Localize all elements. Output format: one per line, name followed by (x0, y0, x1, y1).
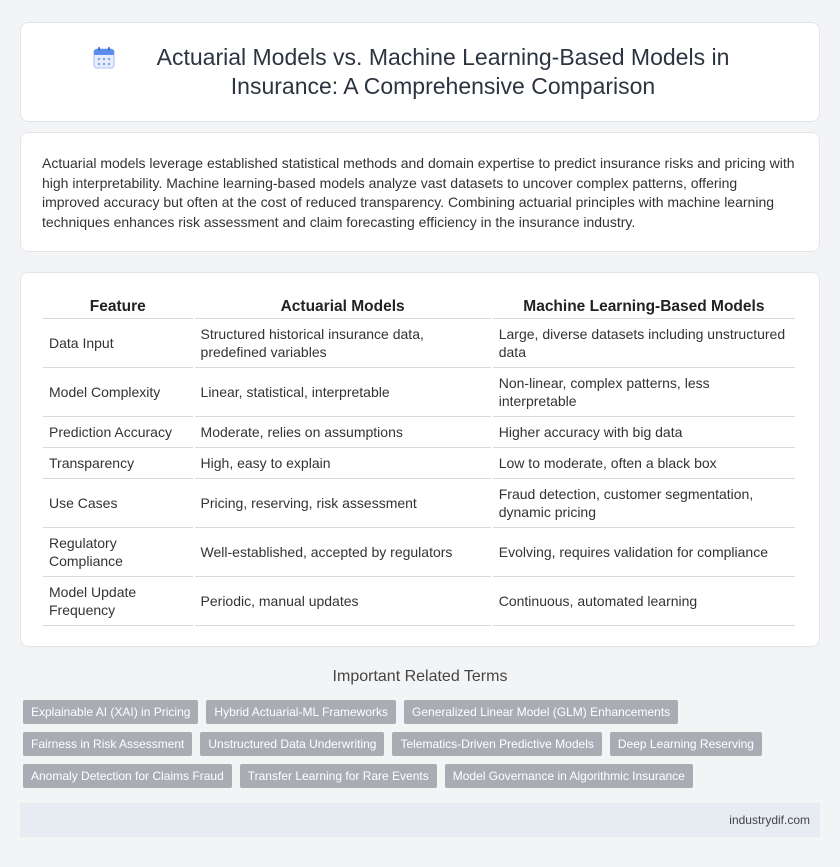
related-terms-title: Important Related Terms (332, 668, 508, 685)
row-actuarial: Pricing, reserving, risk assessment (195, 479, 491, 528)
row-actuarial: Linear, statistical, interpretable (195, 368, 491, 417)
calendar-icon (92, 46, 116, 70)
tag-row (23, 700, 823, 724)
table-row (43, 319, 795, 368)
row-feature: Prediction Accuracy (43, 417, 193, 448)
tag-row (23, 764, 823, 788)
row-feature: Model Update Frequency (43, 577, 193, 626)
table-row (43, 448, 795, 479)
comparison-card (20, 272, 820, 647)
header-feature: Feature (43, 295, 193, 319)
table-row (43, 577, 795, 626)
related-tag[interactable]: Transfer Learning for Rare Events (240, 764, 437, 788)
row-feature: Model Complexity (43, 368, 193, 417)
table-header-row (43, 295, 795, 319)
related-tag[interactable]: Generalized Linear Model (GLM) Enhancements (404, 700, 678, 724)
related-tag[interactable]: Explainable AI (XAI) in Pricing (23, 700, 198, 724)
related-tag[interactable]: Telematics-Driven Predictive Models (392, 732, 601, 756)
related-tag[interactable]: Fairness in Risk Assessment (23, 732, 192, 756)
table-row (43, 417, 795, 448)
row-actuarial: Periodic, manual updates (195, 577, 491, 626)
related-tag[interactable]: Unstructured Data Underwriting (200, 732, 384, 756)
row-feature: Data Input (43, 319, 193, 368)
summary-text: Actuarial models leverage established statistical methods and domain expertise to predict insurance risks and pricing with high interpretability. Machine learning-based models analyze vast datasets to uncover complex patterns, offering improved accuracy but often at the cost of reduced transparency. Combining actuarial principles with machine learning techniques enhances risk assessment and claim forecasting efficiency in the insurance industry. (42, 155, 795, 230)
related-tag[interactable]: Hybrid Actuarial-ML Frameworks (206, 700, 396, 724)
row-actuarial: Well-established, accepted by regulators (195, 528, 491, 577)
header-ml: Machine Learning-Based Models (493, 295, 795, 319)
row-ml: Non-linear, complex patterns, less interpretable (493, 368, 795, 417)
row-actuarial: Moderate, relies on assumptions (195, 417, 491, 448)
page-title: Actuarial Models vs. Machine Learning-Based Models in Insurance: A Comprehensive Comparison (156, 44, 730, 99)
footer (20, 803, 820, 837)
table-row (43, 479, 795, 528)
header-card (20, 22, 820, 122)
row-ml: Evolving, requires validation for compliance (493, 528, 795, 577)
row-feature: Use Cases (43, 479, 193, 528)
comparison-table (41, 295, 797, 626)
row-ml: Large, diverse datasets including unstructured data (493, 319, 795, 368)
row-feature: Regulatory Compliance (43, 528, 193, 577)
tag-row (23, 732, 823, 756)
summary-card (20, 132, 820, 252)
row-actuarial: Structured historical insurance data, predefined variables (195, 319, 491, 368)
table-row (43, 368, 795, 417)
table-row (43, 528, 795, 577)
related-tag[interactable]: Anomaly Detection for Claims Fraud (23, 764, 232, 788)
row-ml: Higher accuracy with big data (493, 417, 795, 448)
related-terms-tags (23, 700, 823, 796)
related-tag[interactable]: Deep Learning Reserving (610, 732, 762, 756)
row-ml: Low to moderate, often a black box (493, 448, 795, 479)
footer-site-link[interactable]: industrydif.com (729, 813, 810, 827)
related-tag[interactable]: Model Governance in Algorithmic Insurance (445, 764, 693, 788)
header-actuarial: Actuarial Models (195, 295, 491, 319)
row-feature: Transparency (43, 448, 193, 479)
row-ml: Continuous, automated learning (493, 577, 795, 626)
row-ml: Fraud detection, customer segmentation, dynamic pricing (493, 479, 795, 528)
row-actuarial: High, easy to explain (195, 448, 491, 479)
